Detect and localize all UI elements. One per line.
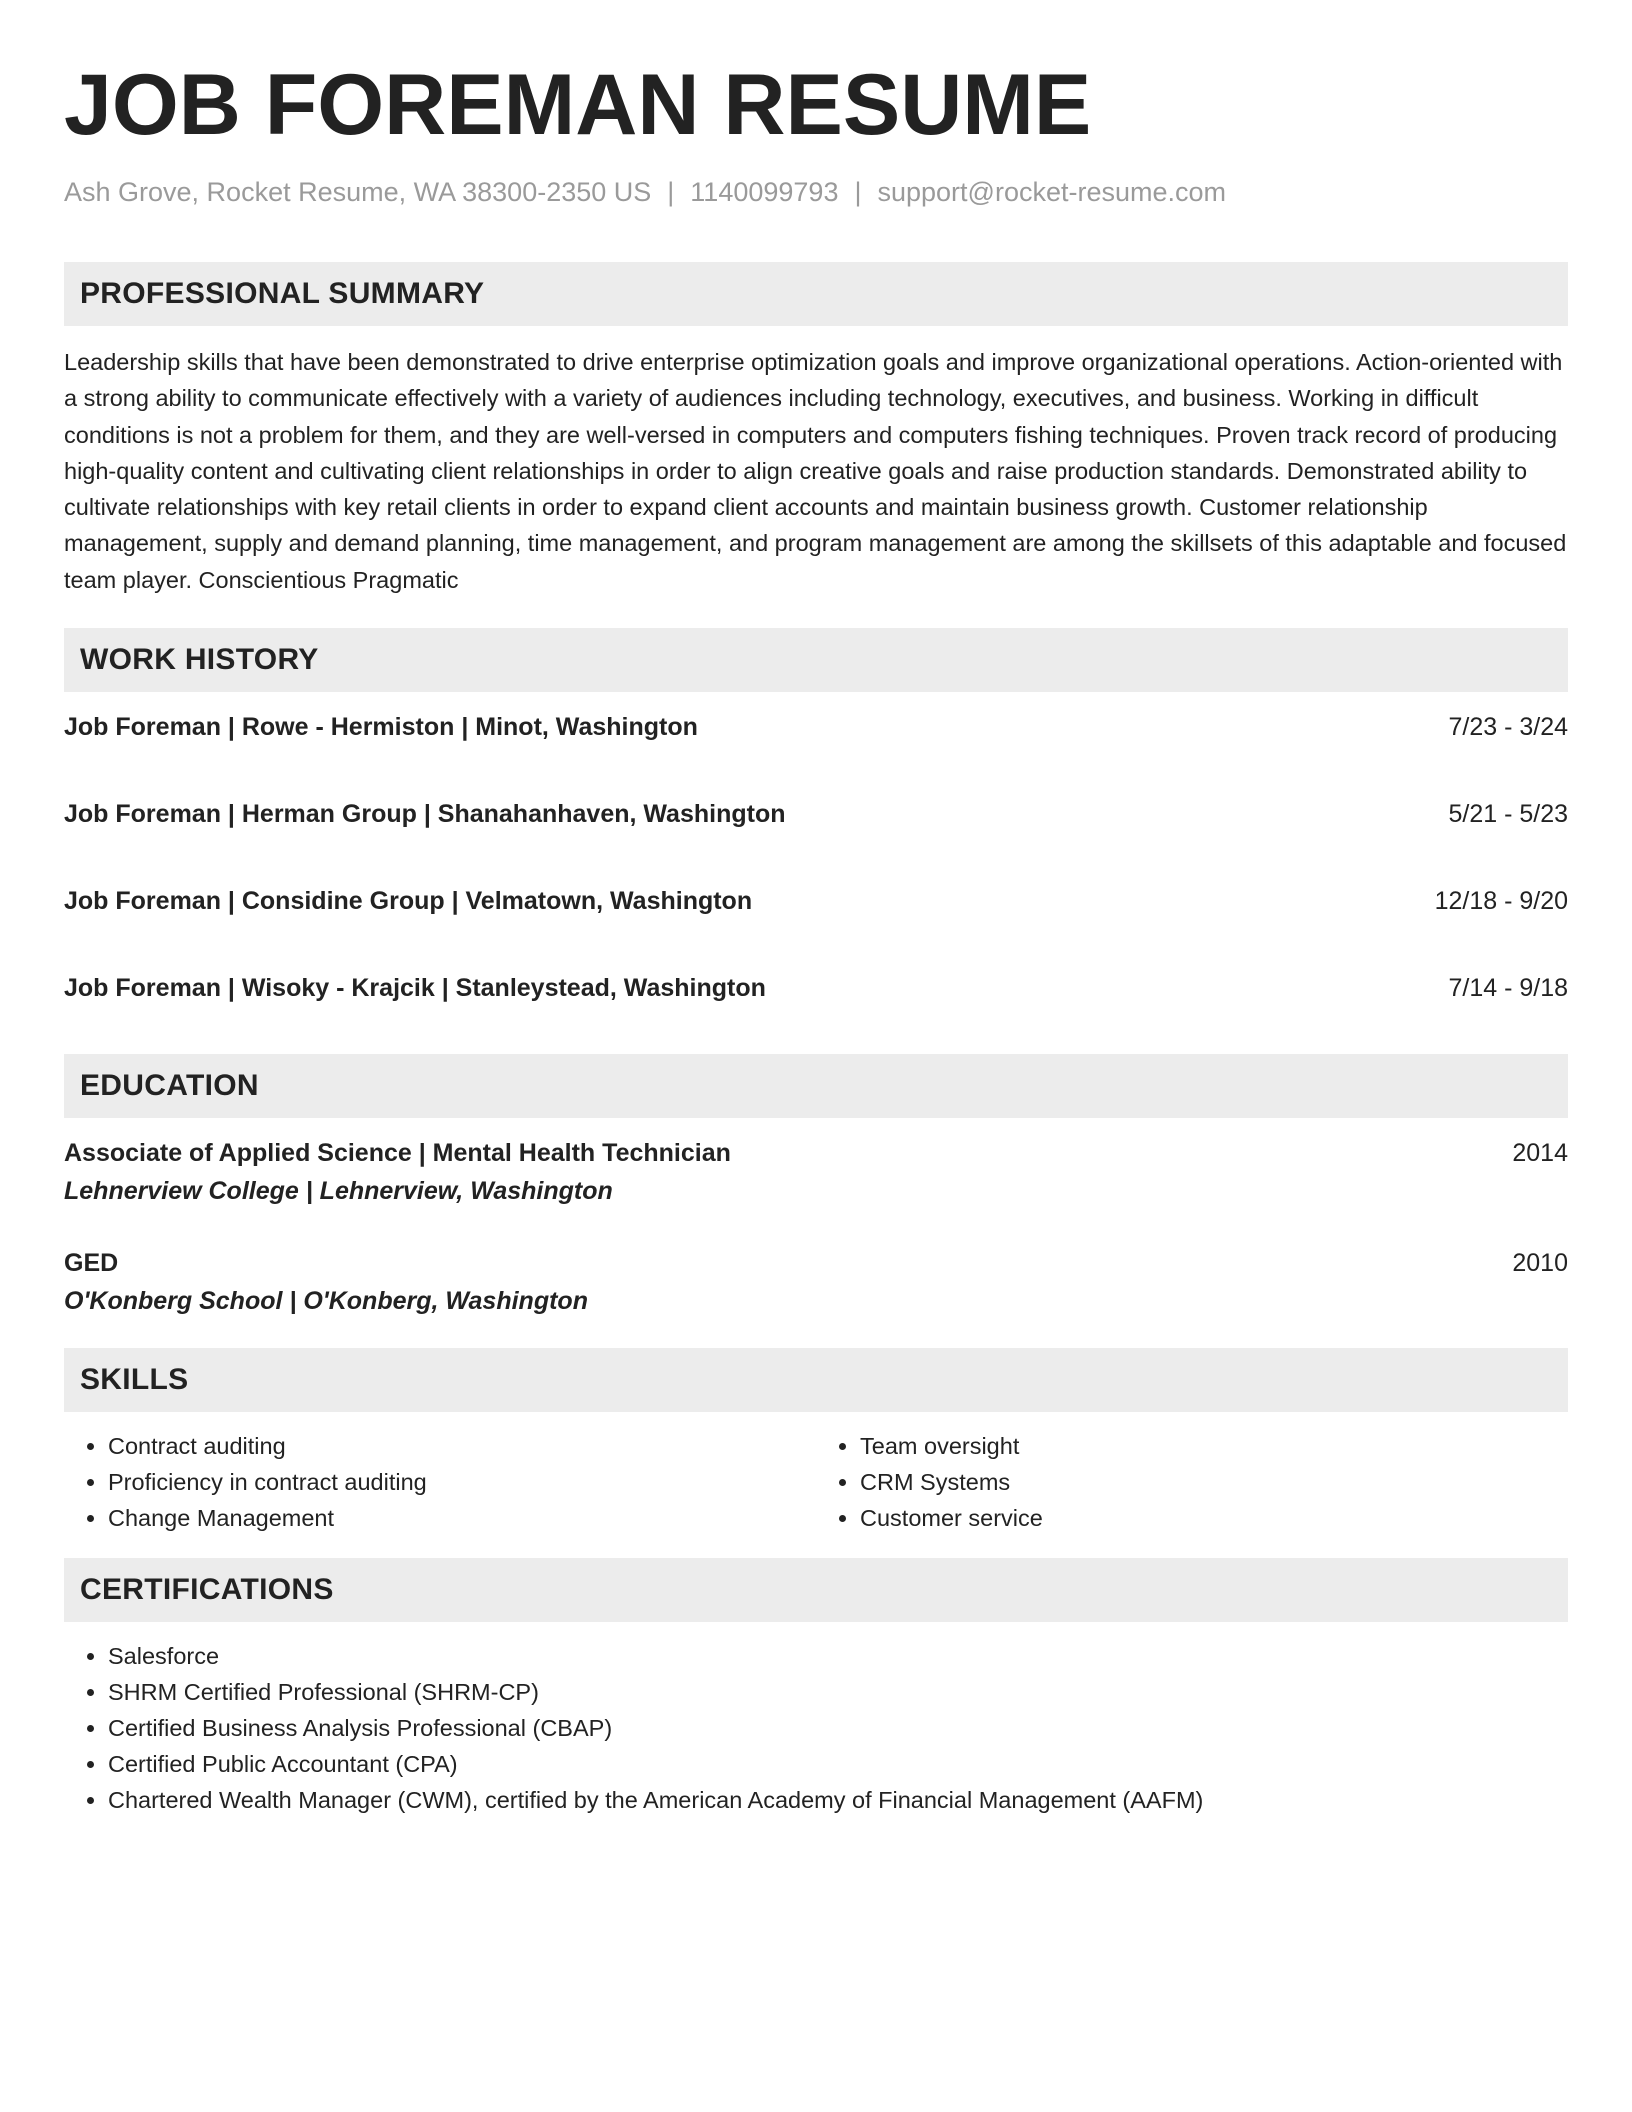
job-title: Job Foreman | Wisoky - Krajcik | Stanleystead, Washington [64,974,766,1003]
job-entry [64,882,1568,920]
section-header-education: EDUCATION [64,1054,1568,1118]
education-entry [64,1244,1568,1320]
contact-address: Ash Grove, Rocket Resume, WA 38300-2350 US [64,177,652,207]
certification-item: • Chartered Wealth Manager (CWM), certified by the American Academy of Financial Management (AAFM) [108,1782,1568,1818]
section-header-certifications: CERTIFICATIONS [64,1558,1568,1622]
job-entry [64,708,1568,746]
job-entry [64,969,1568,1007]
education-row [64,1134,1568,1172]
certification-item: • Certified Public Accountant (CPA) [108,1746,1568,1782]
skill-item: • Proficiency in contract auditing [108,1464,816,1500]
skills-column-right [816,1428,1568,1536]
contact-separator: | [667,177,675,207]
skill-item: • Change Management [108,1500,816,1536]
certification-item: • Salesforce [108,1638,1568,1674]
skill-item: • Contract auditing [108,1428,816,1464]
education-degree: GED [64,1249,119,1278]
job-list [64,708,1568,1007]
skill-item: • Team oversight [860,1428,1568,1464]
certification-item: • SHRM Certified Professional (SHRM-CP) [108,1674,1568,1710]
skills-column-left [64,1428,816,1536]
job-dates: 5/21 - 5/23 [1448,800,1568,829]
education-entry [64,1134,1568,1210]
education-row [64,1244,1568,1282]
job-title: Job Foreman | Rowe - Hermiston | Minot, Washington [64,713,698,742]
contact-email: support@rocket-resume.com [877,177,1227,207]
education-list [64,1134,1568,1320]
skills-grid [64,1428,1568,1536]
contact-separator: | [854,177,862,207]
education-school: O'Konberg School | O'Konberg, Washington [64,1287,588,1316]
job-entry [64,795,1568,833]
certification-list [64,1638,1568,1818]
contact-line [64,174,1568,210]
contact-phone: 1140099793 [690,177,839,207]
certification-item: • Certified Business Analysis Professional (CBAP) [108,1710,1568,1746]
skill-item: • CRM Systems [860,1464,1568,1500]
education-year: 2010 [1512,1249,1568,1278]
skill-item: • Customer service [860,1500,1568,1536]
section-header-skills: SKILLS [64,1348,1568,1412]
education-year: 2014 [1512,1139,1568,1168]
job-title: Job Foreman | Herman Group | Shanahanhaven, Washington [64,800,786,829]
section-header-work-history: WORK HISTORY [64,628,1568,692]
section-header-summary: PROFESSIONAL SUMMARY [64,262,1568,326]
job-dates: 7/23 - 3/24 [1448,713,1568,742]
job-dates: 12/18 - 9/20 [1434,887,1568,916]
page-title: JOB FOREMAN RESUME [64,57,1092,153]
summary-text: Leadership skills that have been demonstrated to drive enterprise optimization goals and improve organizational operations. Action-oriented with a strong ability to communicate effectively with a variety of audiences including technology, executives, and business. Working in difficult conditions is not a problem for them, and they are well-versed in computers and computers fishing techniques. Proven track record of producing high-quality content and cultivating client relationships in order to align creative goals and raise production standards. Demonstrated ability to cultivate relationships with key retail clients in order to expand client accounts and maintain business growth. Customer relationship management, supply and demand planning, time management, and program management are among the skillsets of this adaptable and focused team player. Conscientious Pragmatic [64,349,1567,593]
job-dates: 7/14 - 9/18 [1448,974,1568,1003]
education-school: Lehnerview College | Lehnerview, Washington [64,1177,613,1206]
job-title: Job Foreman | Considine Group | Velmatown, Washington [64,887,753,916]
education-degree: Associate of Applied Science | Mental Health Technician [64,1139,731,1168]
